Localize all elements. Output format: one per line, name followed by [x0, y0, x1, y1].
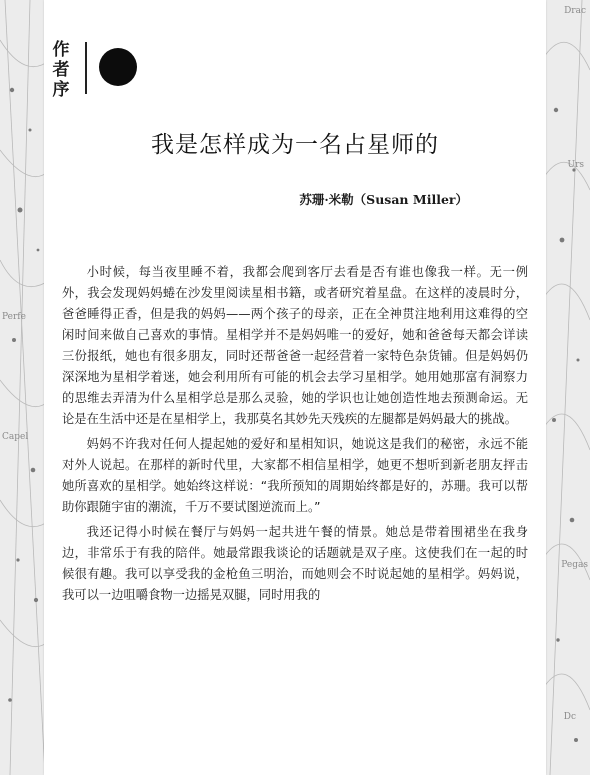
black-circle-icon — [99, 48, 137, 86]
margin-word-left-mid: Perfe — [2, 312, 26, 322]
paragraph-2: 妈妈不许我对任何人提起她的爱好和星相知识，她说这是我们的秘密，永远不能对外人说起。在那样的新时代里，大家都不相信星相学，她更不想听到新老朋友抨击她所喜欢的星相学。她始终这样说：“我所预知的周期始终都是好的，苏珊。我可以帮助你跟随宇宙的潮流，千万不要试图逆流而上。” — [62, 437, 528, 514]
star-map-left-decoration — [0, 0, 50, 775]
margin-word-right-lower: Pegas — [561, 560, 588, 570]
margin-word-top-right: Drac — [564, 6, 586, 16]
margin-word-right-bottom: Dc — [563, 712, 576, 722]
section-label: 作者序 — [52, 40, 70, 100]
page-title: 我是怎样成为一名占星师的 — [151, 132, 439, 158]
paragraph-3: 我还记得小时候在餐厅与妈妈一起共进午餐的情景。她总是带着围裙坐在我身边，非常乐于有我的陪伴。她最常跟我谈论的话题就是双子座。这使我们在一起的时候很有趣。我可以享受我的金枪鱼三明治，而她则会不时说起她的星相学。妈妈说，我可以一边咀嚼食物一边摇晃双腿，同时用我的 — [62, 525, 528, 602]
star-map-right-decoration — [542, 0, 590, 775]
section-divider — [85, 42, 87, 94]
author-byline: 苏珊·米勒（Susan Miller） — [299, 192, 468, 207]
body-text — [62, 262, 528, 610]
paragraph-1: 小时候，每当夜里睡不着，我都会爬到客厅去看是否有谁也像我一样。无一例外，我会发现妈妈蜷在沙发里阅读星相书籍，或者研究着星盘。在这样的凌晨时分，爸爸睡得正香，但是我的妈妈——两个孩子的母亲，正在全神贯注地利用这难得的空闲时间来做自己喜欢的事情。星相学并不是妈妈唯一的爱好，她和爸爸每天都会详读三份报纸，她也有很多朋友，同时还帮爸爸一起经营着一家特色杂货铺。但是妈妈仍深深地为星相学着迷，她会利用所有可能的机会去学习星相学。她用她那富有洞察力的思维去弄清为什么星相学总是那么灵验，她的学识也让她创造性地去预测命运。无论是在生活中还是在星相学上，我那莫名其妙先天残疾的左腿都是妈妈最大的挑战。 — [62, 265, 528, 426]
margin-word-left-lower: Capel — [2, 432, 29, 442]
margin-word-right-mid: Urs — [567, 160, 584, 170]
